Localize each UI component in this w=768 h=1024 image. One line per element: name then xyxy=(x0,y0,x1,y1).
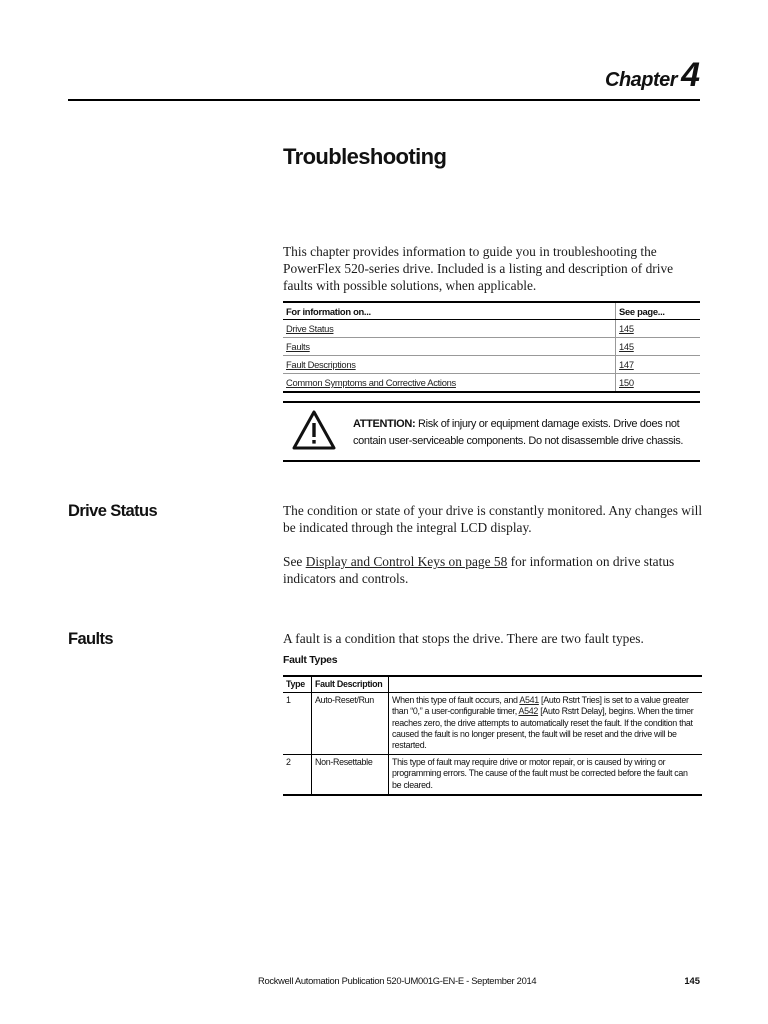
header-page: See page... xyxy=(616,302,701,320)
contents-page-link[interactable]: 145 xyxy=(619,341,634,352)
contents-link-common-symptoms[interactable]: Common Symptoms and Corrective Actions xyxy=(286,377,456,388)
contents-page-link[interactable]: 145 xyxy=(619,323,634,334)
parameter-link-a542[interactable]: A542 xyxy=(518,706,539,717)
drive-status-paragraph: The condition or state of your drive is constantly monitored. Any changes will be indicated through the integral LCD display. xyxy=(283,503,703,535)
chapter-divider xyxy=(68,99,700,101)
attention-label: ATTENTION: xyxy=(353,418,416,430)
desc-part: [Auto Rstrt Delay], begins. When the timer reaches zero, the drive attempts to automatically reset the fault. If the condition that caused the fault is no longer present, the fault will be reset and the drive will be restarted. xyxy=(392,706,694,751)
header-fault-description: Fault Description xyxy=(312,676,389,693)
footer-publication: Rockwell Automation Publication 520-UM001G-EN-E - September 2014 xyxy=(258,975,537,986)
drive-status-see-paragraph xyxy=(283,553,703,587)
fault-types-caption: Fault Types xyxy=(283,654,338,666)
table-row xyxy=(283,374,700,393)
contents-page-link[interactable]: 147 xyxy=(619,359,634,370)
page-title: Troubleshooting xyxy=(283,144,447,169)
see-suffix: for information on drive status indicators and controls. xyxy=(283,554,675,586)
header-type: Type xyxy=(283,676,312,693)
header-detail xyxy=(389,676,703,693)
table-row xyxy=(283,755,702,795)
contents-table-header xyxy=(283,302,700,320)
contents-link-fault-descriptions[interactable]: Fault Descriptions xyxy=(286,359,356,370)
drive-status-heading: Drive Status xyxy=(68,502,158,520)
table-row xyxy=(283,693,702,755)
attention-text xyxy=(353,416,698,450)
table-row xyxy=(283,338,700,356)
contents-link-faults[interactable]: Faults xyxy=(286,341,310,352)
contents-page-link[interactable]: 150 xyxy=(619,377,634,388)
contents-link-drive-status[interactable]: Drive Status xyxy=(286,323,334,334)
table-row xyxy=(283,320,700,338)
see-prefix: See xyxy=(283,554,306,569)
fault-type-number: 1 xyxy=(283,693,312,755)
fault-type-name: Auto-Reset/Run xyxy=(312,693,389,755)
table-row xyxy=(283,356,700,374)
fault-type-number: 2 xyxy=(283,755,312,795)
desc-part: When this type of fault occurs, and xyxy=(392,695,520,706)
fault-type-name: Non-Resettable xyxy=(312,755,389,795)
parameter-link-a541[interactable]: A541 xyxy=(519,695,539,706)
header-topic: For information on... xyxy=(283,302,616,320)
chapter-heading xyxy=(605,56,700,95)
faults-heading: Faults xyxy=(68,630,113,648)
chapter-number: 4 xyxy=(681,56,700,94)
chapter-word: Chapter xyxy=(605,69,678,91)
fault-type-description xyxy=(389,693,703,755)
fault-type-description: This type of fault may require drive or motor repair, or is caused by wiring or programming errors. The cause of the fault must be corrected before the fault can be cleared. xyxy=(389,755,703,795)
desc-part: [Auto Rstrt Tries] is set to a value greater than “0,” a user-configurable timer, xyxy=(392,695,689,717)
fault-types-table xyxy=(283,675,702,796)
warning-triangle-icon xyxy=(291,409,337,451)
faults-paragraph: A fault is a condition that stops the drive. There are two fault types. xyxy=(283,631,644,646)
contents-table xyxy=(283,301,700,393)
attention-message: Risk of injury or equipment damage exists. Drive does not contain user-serviceable components. Do not disassemble drive chassis. xyxy=(353,418,684,447)
intro-paragraph: This chapter provides information to guide you in troubleshooting the PowerFlex 520-series drive. Included is a listing and description of drive faults with possible solutions, when applicable. xyxy=(283,244,674,293)
footer-page-number: 145 xyxy=(684,975,700,986)
attention-box xyxy=(283,401,700,462)
fault-table-header xyxy=(283,676,702,693)
display-control-keys-link[interactable]: Display and Control Keys on page 58 xyxy=(305,554,508,569)
